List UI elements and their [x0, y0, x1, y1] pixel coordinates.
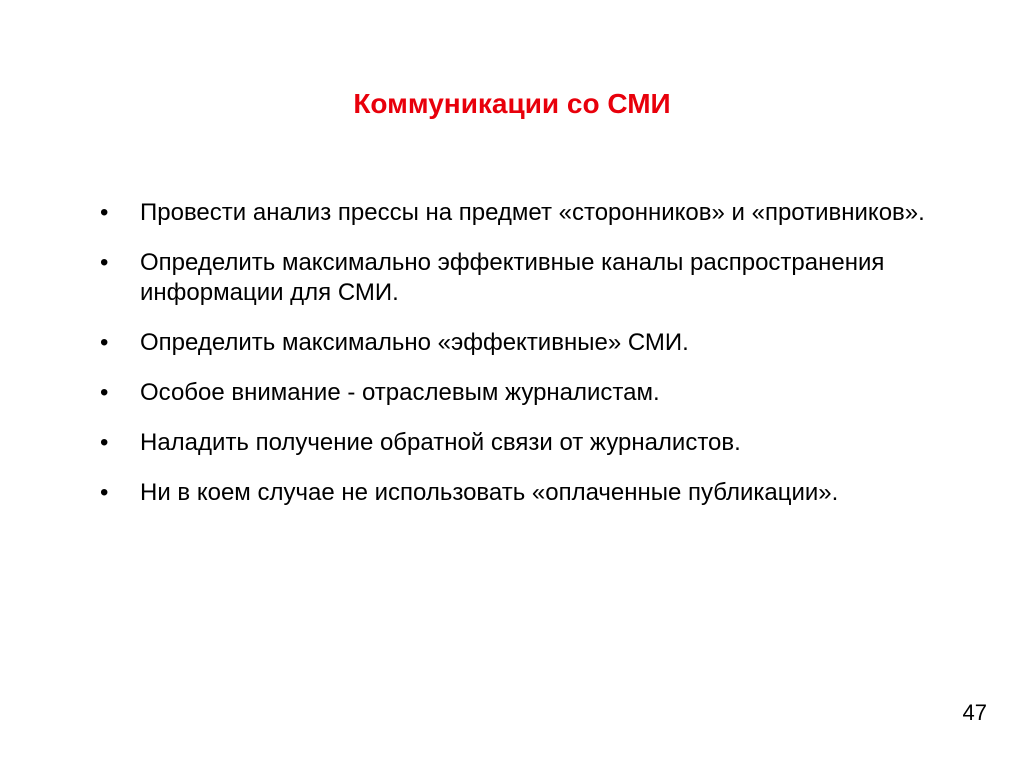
bullet-item-3: • Определить максимально «эффективные» СМИ. [100, 328, 930, 358]
bullet-item-2: • Определить максимально эффективные каналы распространения информации для СМИ. [100, 248, 930, 308]
slide-number: 47 [962, 700, 987, 725]
bullet-list [100, 198, 930, 528]
bullet-item-5: • Наладить получение обратной связи от журналистов. [100, 428, 930, 458]
bullet-item-4: • Особое внимание - отраслевым журналистам. [100, 378, 930, 408]
slide-title: Коммуникации со СМИ [353, 88, 671, 119]
bullet-item-6: • Ни в коем случае не использовать «оплаченные публикации». [100, 478, 930, 508]
bullet-item-1: • Провести анализ прессы на предмет «сторонников» и «противников». [100, 198, 930, 228]
